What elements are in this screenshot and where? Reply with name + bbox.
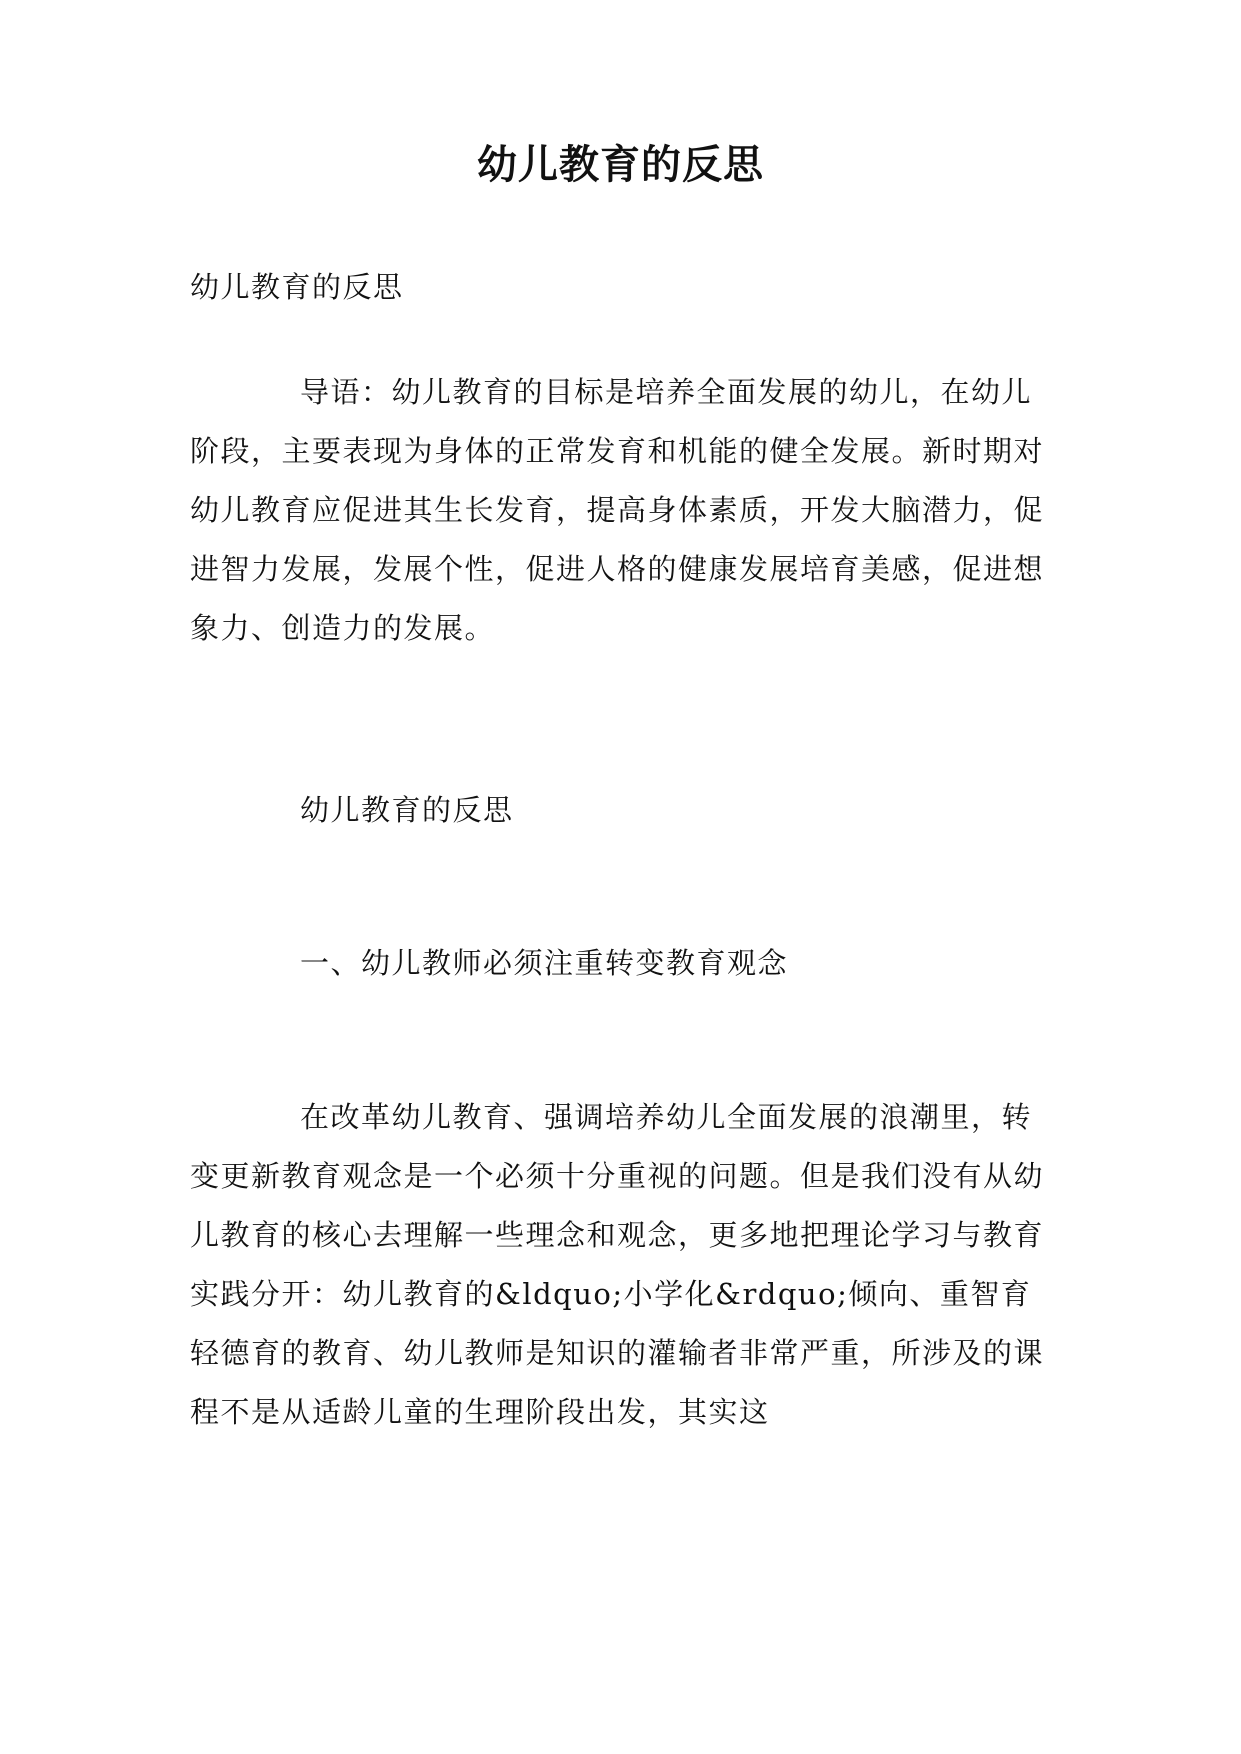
section-title: 幼儿教育的反思 [300, 793, 514, 827]
body-paragraph-1: 在改革幼儿教育、强调培养幼儿全面发展的浪潮里，转变更新教育观念是一个必须十分重视的问题。但是我们没有从幼儿教育的核心去理解一些理念和观念，更多地把理论学习与教育实践分开：幼儿教育的&ldquo;小学化&rdquo;倾向、重智育轻德育的教育、幼儿教师是知识的灌输者非常严重，所涉及的课程不是从适龄儿童的生理阶段出发，其实这 [190, 1100, 1045, 1429]
heading-1: 一、幼儿教师必须注重转变教育观念 [300, 946, 789, 980]
intro-paragraph: 导语：幼儿教育的目标是培养全面发展的幼儿，在幼儿阶段，主要表现为身体的正常发育和机能的健全发展。新时期对幼儿教育应促进其生长发育，提高身体素质，开发大脑潜力，促进智力发展，发展个性，促进人格的健康发展培育美感，促进想象力、创造力的发展。 [190, 375, 1045, 645]
document-title: 幼儿教育的反思 [477, 142, 764, 188]
document-subtitle: 幼儿教育的反思 [190, 270, 404, 304]
